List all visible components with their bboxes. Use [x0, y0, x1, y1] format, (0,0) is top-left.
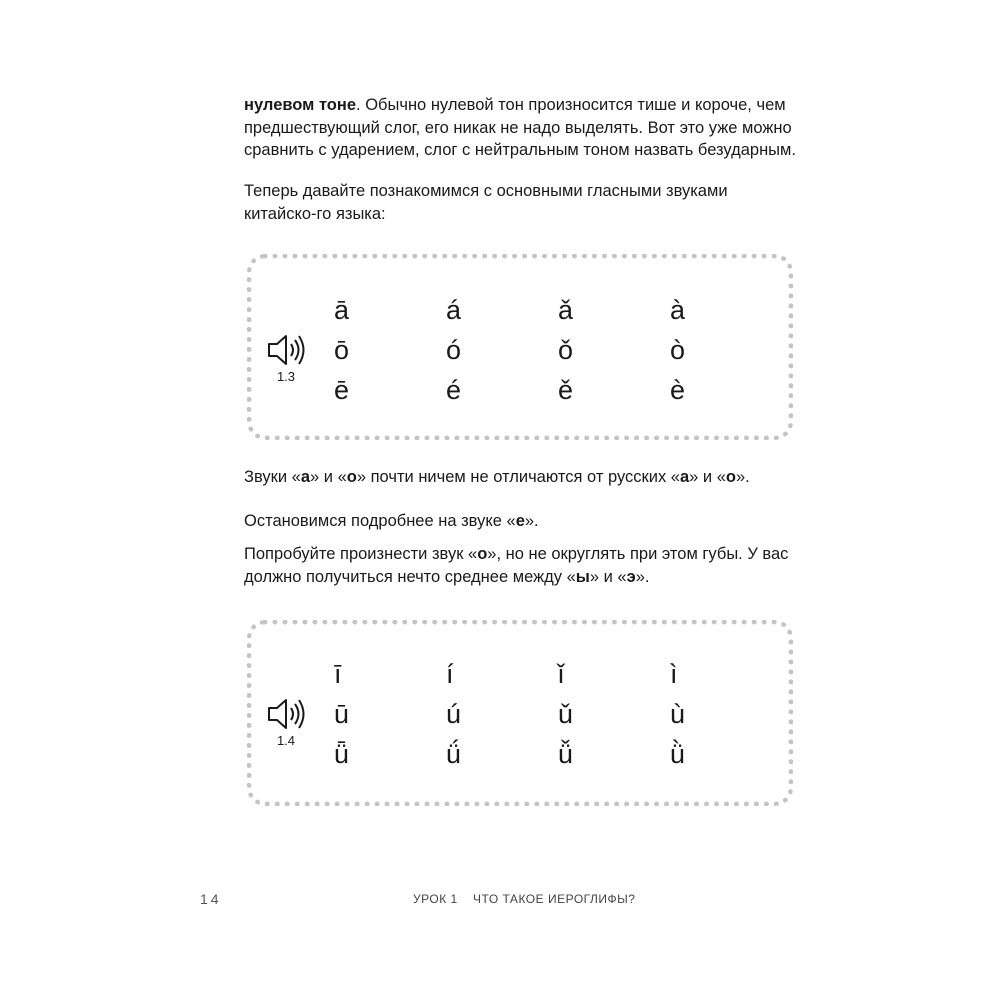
- text-run: Остановимся подробнее на звуке «: [244, 512, 516, 530]
- vowel: é: [446, 375, 462, 405]
- vowel: è: [670, 375, 686, 405]
- vowel: ǜ: [670, 739, 686, 769]
- vowel: ǎ: [558, 295, 574, 325]
- bold-term: нулевом тоне: [244, 96, 357, 114]
- vowel: ī: [334, 659, 342, 689]
- bold-letter: а: [679, 468, 690, 486]
- paragraph-neutral-tone: [244, 94, 804, 162]
- vowel: ì: [670, 659, 678, 689]
- vowel: ū: [334, 699, 350, 729]
- vowel: ó: [446, 335, 462, 365]
- text-run: » и «: [589, 567, 627, 586]
- vowel: ú: [446, 699, 462, 729]
- running-header: [413, 892, 635, 906]
- bold-letter: е: [515, 512, 525, 530]
- vowel: ò: [670, 335, 686, 365]
- vowel: ō: [334, 335, 350, 365]
- vowel: ǚ: [558, 739, 574, 769]
- text-run: ».: [524, 512, 539, 530]
- text-run: Попробуйте произнести звук «: [244, 545, 478, 563]
- vowel: ā: [334, 295, 350, 325]
- vowel: ù: [670, 699, 686, 729]
- audio-track-2[interactable]: [263, 697, 309, 748]
- track-number: 1.4: [276, 733, 296, 748]
- text-run: ».: [635, 567, 650, 586]
- text-run: Звуки «: [244, 468, 301, 486]
- audio-track-1[interactable]: [263, 333, 309, 384]
- page-number: 14: [200, 891, 222, 907]
- bold-letter: о: [725, 468, 736, 486]
- chapter-title: ЧТО ТАКОЕ ИЕРОГЛИФЫ?: [473, 892, 636, 906]
- paragraph-pronounce: [244, 543, 804, 588]
- paragraph-intro-vowels: Теперь давайте познакомимся с основными гласными звуками китайско-го языка:: [244, 182, 728, 223]
- vowel: à: [670, 295, 686, 325]
- vowel: ǔ: [558, 699, 574, 729]
- vowel: í: [446, 659, 454, 689]
- speaker-icon[interactable]: [266, 333, 306, 367]
- paragraph-a-o: [244, 466, 804, 489]
- bold-letter: ы: [575, 567, 590, 586]
- text-run: », но не округлять при этом губы. У вас должно получиться нечто среднее между «: [244, 545, 789, 586]
- text-run: ».: [736, 468, 750, 486]
- vowel: ǖ: [334, 739, 350, 769]
- text-run: » и «: [689, 468, 726, 486]
- vowel: ǐ: [558, 659, 564, 689]
- vowel: ē: [334, 375, 350, 405]
- vowel: ǒ: [558, 335, 574, 365]
- track-number: 1.3: [276, 369, 296, 384]
- vowel-grid-2: [320, 654, 768, 774]
- paragraph-text: . Обычно нулевой тон произносится тише и короче, чем предшествующий слог, его никак не надо выделять. Вот это уже можно сравнить с ударением, слог с нейтральным тоном назвать безударным.: [244, 96, 796, 159]
- bold-letter: а: [300, 468, 311, 486]
- bold-letter: э: [626, 567, 636, 586]
- speaker-icon[interactable]: [266, 697, 306, 731]
- bold-letter: о: [477, 545, 488, 563]
- vowel: á: [446, 295, 462, 325]
- bold-letter: о: [346, 468, 357, 486]
- lesson-label: УРОК 1: [413, 892, 458, 906]
- paragraph-e: [244, 510, 804, 533]
- text-run: » почти ничем не отличаются от русских «: [356, 468, 680, 486]
- vowel: ǘ: [446, 739, 462, 769]
- vowel-grid-1: [320, 290, 768, 410]
- vowel: ě: [558, 375, 574, 405]
- text-run: » и «: [310, 468, 347, 486]
